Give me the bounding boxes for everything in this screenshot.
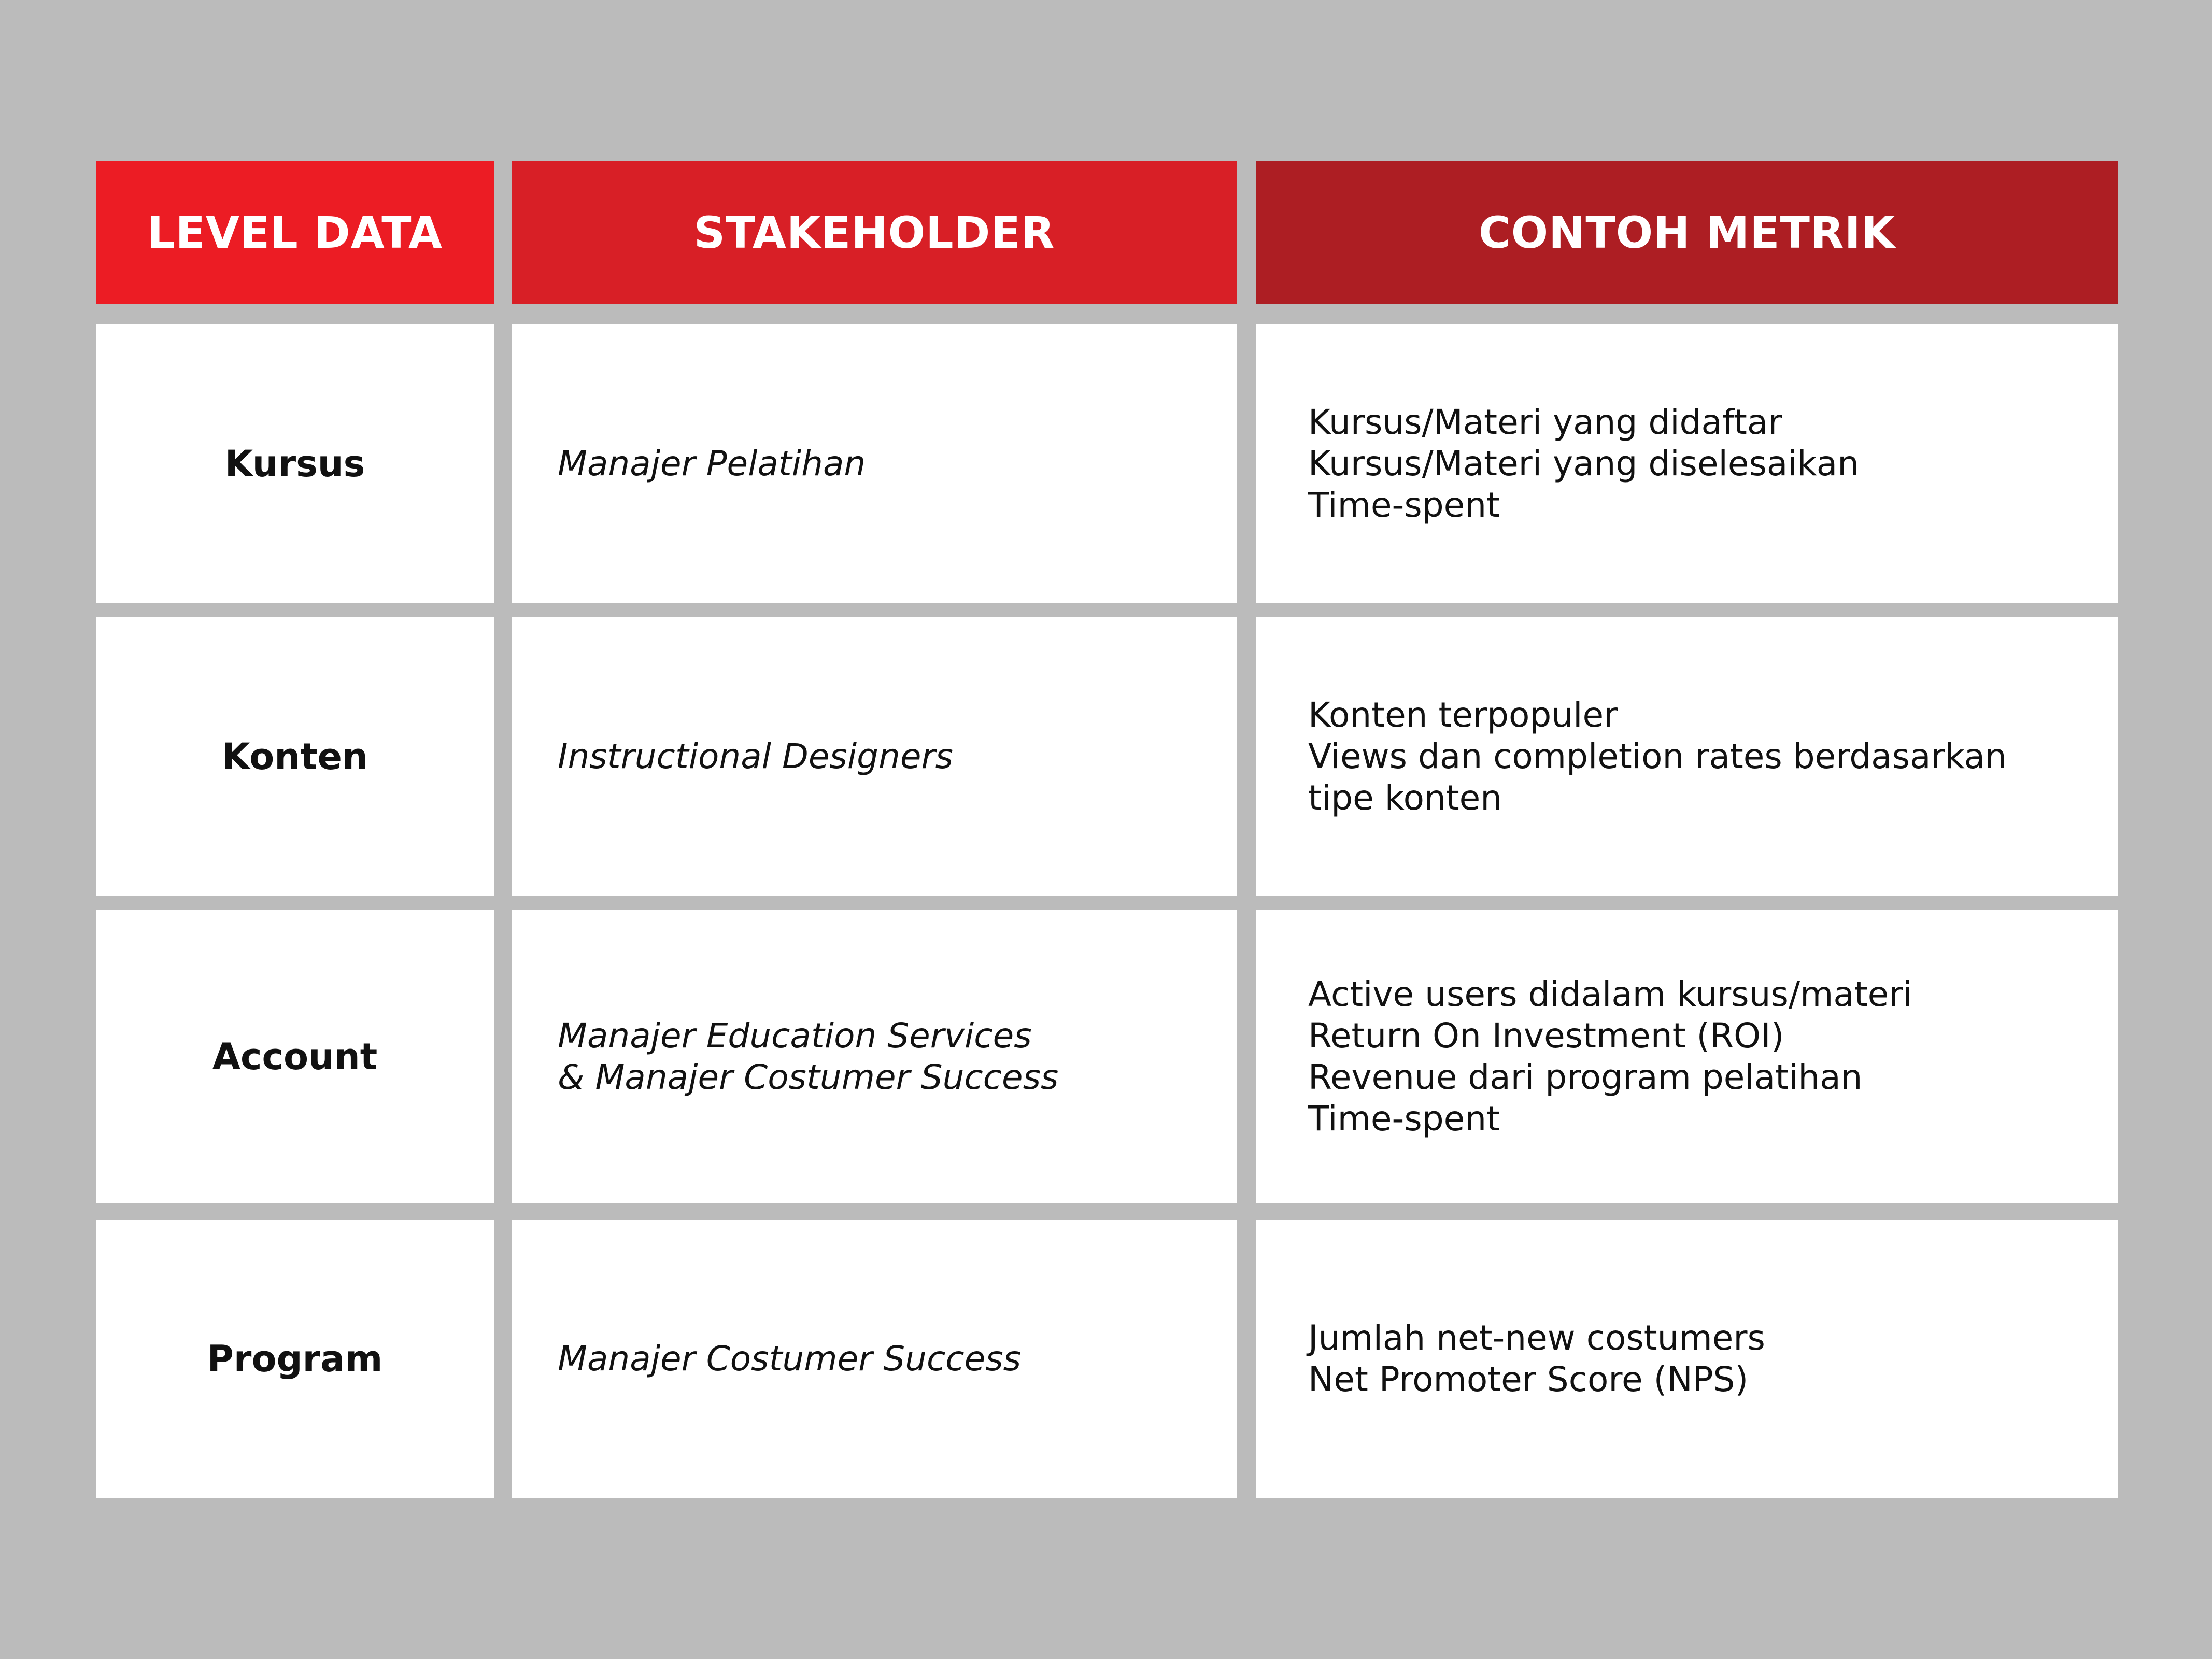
header-level-data	[96, 161, 494, 304]
level-cell-program	[96, 1220, 494, 1498]
metric-line: Kursus/Materi yang didaftar	[1308, 402, 1782, 442]
stakeholder-line: Manajer Pelatihan	[558, 444, 866, 484]
metric-line: Konten terpopuler	[1308, 695, 1618, 735]
metric-line: Kursus/Materi yang diselesaikan	[1308, 444, 1859, 484]
metric-line: tipe konten	[1308, 778, 1502, 818]
metric-line: Jumlah net-new costumers	[1308, 1318, 1765, 1358]
stakeholder-line: Manajer Costumer Success	[558, 1339, 1021, 1379]
metric-cell-konten	[1256, 617, 2118, 896]
level-label: Konten	[222, 735, 368, 778]
stakeholder-line: & Manajer Costumer Success	[558, 1057, 1059, 1097]
metric-cell-kursus	[1256, 324, 2118, 603]
header-contoh-metrik-label: CONTOH METRIK	[1479, 207, 1895, 258]
metric-line: Return On Investment (ROI)	[1308, 1015, 1784, 1056]
stakeholder-cell-account	[512, 910, 1237, 1203]
level-label: Account	[212, 1035, 378, 1078]
metric-line: Time-spent	[1308, 485, 1500, 525]
stakeholder-line: Manajer Education Services	[558, 1015, 1032, 1056]
stakeholder-line: Instructional Designers	[558, 736, 953, 776]
header-contoh-metrik	[1256, 161, 2118, 304]
metric-cell-program	[1256, 1220, 2118, 1498]
stakeholder-cell-program	[512, 1220, 1237, 1498]
metric-line: Time-spent	[1308, 1098, 1500, 1139]
metric-cell-account	[1256, 910, 2118, 1203]
metric-line: Views dan completion rates berdasarkan	[1308, 736, 2007, 776]
level-label: Program	[207, 1338, 383, 1380]
header-stakeholder	[512, 161, 1237, 304]
metric-line: Active users didalam kursus/materi	[1308, 974, 1912, 1014]
metric-line: Net Promoter Score (NPS)	[1308, 1359, 1749, 1399]
header-level-data-label: LEVEL DATA	[147, 207, 443, 258]
stakeholder-cell-konten	[512, 617, 1237, 896]
level-cell-account	[96, 910, 494, 1203]
metric-line: Revenue dari program pelatihan	[1308, 1057, 1863, 1097]
level-cell-kursus	[96, 324, 494, 603]
level-cell-konten	[96, 617, 494, 896]
header-stakeholder-label: STAKEHOLDER	[693, 207, 1055, 258]
stakeholder-cell-kursus	[512, 324, 1237, 603]
level-label: Kursus	[224, 443, 365, 485]
